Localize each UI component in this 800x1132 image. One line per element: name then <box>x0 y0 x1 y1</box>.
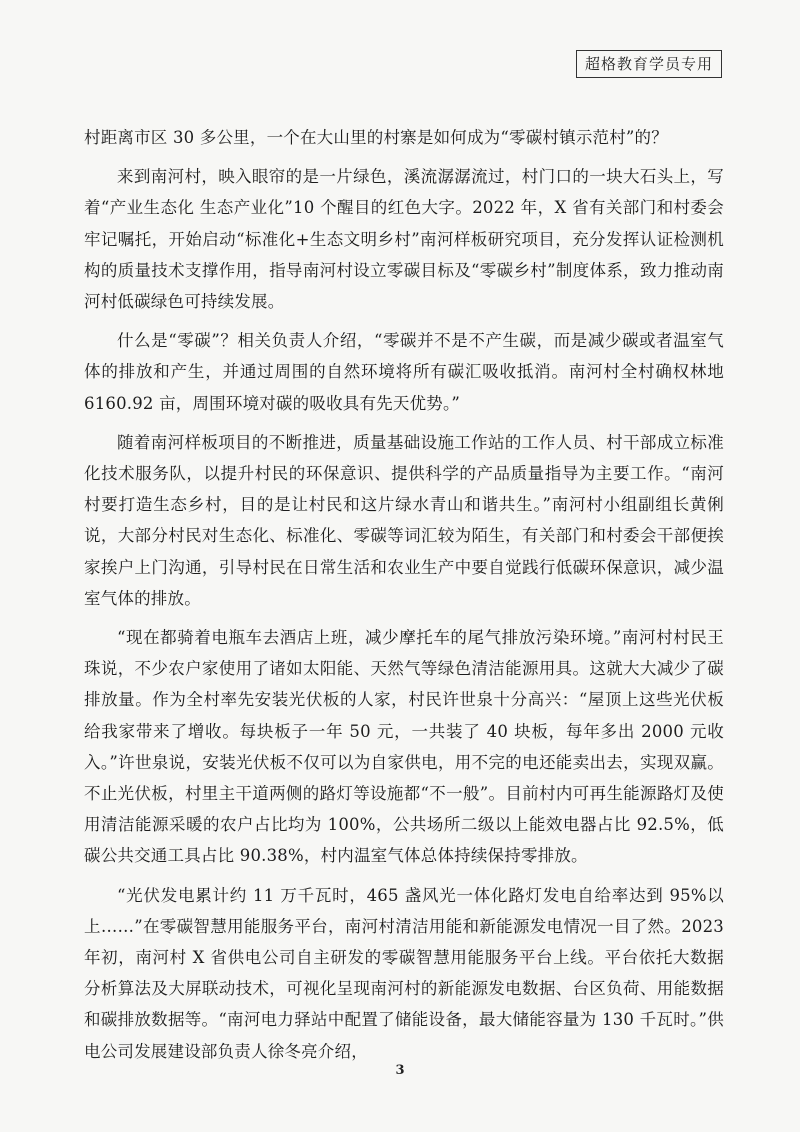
paragraph-3: 什么是“零碳”？相关负责人介绍，“零碳并不是不产生碳，而是减少碳或者温室气体的排放和产生，并通过周围的自然环境将所有碳汇吸收抵消。南河村全村确权林地 6160.92 亩，周围环境对碳的吸收具有先天优势。” <box>84 331 724 413</box>
paragraph-4: 随着南河样板项目的不断推进，质量基础设施工作站的工作人员、村干部成立标准化技术服务队，以提升村民的环保意识、提供科学的产品质量指导为主要工作。“南河村要打造生态乡村，目的是让村民和这片绿水青山和谐共生。”南河村小组副组长黄俐说，大部分村民对生态化、标准化、零碳等词汇较为陌生，有关部门和村委会干部便挨家挨户上门沟通，引导村民在日常生活和农业生产中要自觉践行低碳环保意识，减少温室气体的排放。 <box>84 432 724 608</box>
article-body <box>84 122 724 1075</box>
paragraph-5: “现在都骑着电瓶车去酒店上班，减少摩托车的尾气排放污染环境。”南河村村民王珠说，不少农户家使用了诸如太阳能、天然气等绿色清洁能源用具。这就大大减少了碳排放量。作为全村率先安装光伏板的人家，村民许世泉十分高兴：“屋顶上这些光伏板给我家带来了增收。每块板子一年 50 元，一共装了 40 块板，每年多出 2000 元收入。”许世泉说，安装光伏板不仅可以为自家供电，用不完的电还能卖出去，实现双赢。不止光伏板，村里主干道两侧的路灯等设施都“不一般”。目前村内可再生能源路灯及使用清洁能源采暖的农户占比均为 100%，公共场所二级以上能效电器占比 92.5%，低碳公共交通工具占比 90.38%，村内温室气体总体持续保持零排放。 <box>84 628 724 866</box>
paragraph-1: 村距离市区 30 多公里，一个在大山里的村寨是如何成为“零碳村镇示范村”的？ <box>84 128 668 147</box>
watermark-label: 超格教育学员专用 <box>576 50 722 78</box>
paragraph-2: 来到南河村，映入眼帘的是一片绿色，溪流潺潺流过，村门口的一块大石头上，写着“产业生态化 生态产业化”10 个醒目的红色大字。2022 年，X 省有关部门和村委会牢记嘱托，开始启动“标准化+生态文明乡村”南河样板研究项目，充分发挥认证检测机构的质量技术支撑作用，指导南河村设立零碳目标及“零碳乡村”制度体系，致力推动南河村低碳绿色可持续发展。 <box>84 167 724 312</box>
page-number: 3 <box>395 1063 405 1078</box>
paragraph-6: “光伏发电累计约 11 万千瓦时，465 盏风光一体化路灯发电自给率达到 95%以上……”在零碳智慧用能服务平台，南河村清洁用能和新能源发电情况一目了然。2023 年初，南河村 X 省供电公司自主研发的零碳智慧用能服务平台上线。平台依托大数据分析算法及大屏联动技术，可视化呈现南河村的新能源发电数据、台区负荷、用能数据和碳排放数据等。“南河电力驿站中配置了储能设备，最大储能容量为 130 千瓦时。”供电公司发展建设部负责人徐冬亮介绍， <box>84 885 724 1061</box>
